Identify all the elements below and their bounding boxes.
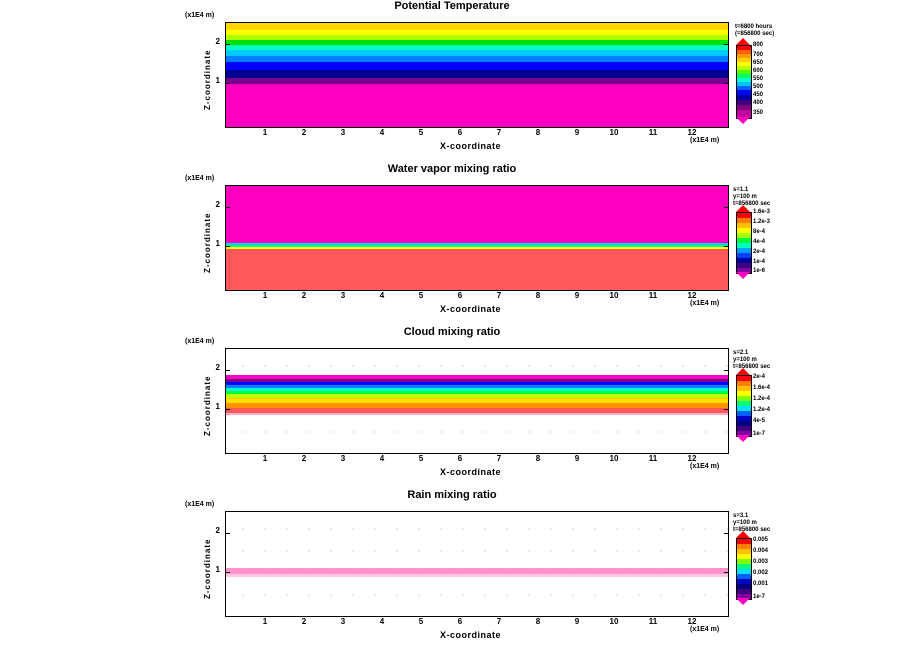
colorbar: [736, 538, 752, 600]
contour-fill: [226, 23, 728, 127]
contour-fill: [226, 186, 728, 290]
annotation: t=856800 sec: [733, 201, 771, 207]
colorbar-extend-bottom: [736, 598, 750, 605]
plot-area[interactable]: [225, 348, 729, 454]
x-axis-unit: (x1E4 m): [690, 137, 720, 144]
x-axis-label: X-coordinate: [440, 467, 502, 477]
x-axis-label: X-coordinate: [440, 141, 502, 151]
x-axis-unit: (x1E4 m): [690, 626, 720, 633]
x-axis-label: X-coordinate: [440, 304, 502, 314]
y-tick-label: 1: [215, 402, 220, 411]
y-axis-label: Z-coordinate: [203, 375, 212, 436]
y-tick-label: 2: [215, 526, 220, 535]
annotation: y=100 m: [733, 357, 757, 363]
y-axis-label: Z-coordinate: [203, 538, 212, 599]
annotation: t=856800 sec: [733, 364, 771, 370]
annotation: s=3.1: [733, 513, 749, 519]
y-axis-unit: (x1E4 m): [185, 12, 215, 19]
panel-title: Cloud mixing ratio: [403, 326, 501, 338]
annotation: y=100 m: [733, 520, 757, 526]
annotation: t=6800 hours: [735, 24, 773, 30]
plot-area[interactable]: [225, 185, 729, 291]
colorbar-extend-top: [736, 205, 750, 212]
colorbar-extend-top: [736, 368, 750, 375]
colorbar-extend-top: [736, 38, 750, 45]
contour-fill: [226, 349, 728, 453]
y-tick-label: 1: [215, 239, 220, 248]
panel-title: Water vapor mixing ratio: [387, 163, 517, 175]
x-axis-unit: (x1E4 m): [690, 463, 720, 470]
annotation: y=100 m: [733, 194, 757, 200]
colorbar-extend-bottom: [736, 117, 750, 124]
panel-cloud-mixing-ratio: Cloud mixing ratio (x1E4 m) Z-coordinate 1 2 1 2 3 4 5 6 7 8 9 10 11 12 (x1E4 m) X-coordinate s=2.1 y=100 m t=856800 sec 2e-4 1.6e-4 1.2e-4 1.2e-4 4e-5 1e-7: [0, 326, 904, 486]
annotation: s=1.1: [733, 187, 749, 193]
annotation: t=856800 sec: [733, 527, 771, 533]
colorbar-extend-top: [736, 531, 750, 538]
y-tick-label: 2: [215, 363, 220, 372]
y-tick-label: 1: [215, 76, 220, 85]
y-axis-unit: (x1E4 m): [185, 338, 215, 345]
y-axis-label: Z-coordinate: [203, 212, 212, 273]
x-axis-unit: (x1E4 m): [690, 300, 720, 307]
panel-water-vapor-mixing-ratio: Water vapor mixing ratio (x1E4 m) Z-coordinate 1 2 1 2 3 4 5 6 7 8 9 10 11 12 (x1E4 m) X-coordinate s=1.1 y=100 m t=856800 sec 1.6e-3 1.2e-3 8e-4 4e-4 2e-4 1e-4 1e-6: [0, 163, 904, 323]
colorbar-extend-bottom: [736, 435, 750, 442]
panel-rain-mixing-ratio: Rain mixing ratio (x1E4 m) Z-coordinate 1 2 1 2 3 4 5 6 7 8 9 10 11 12 (x1E4 m) X-coordinate s=3.1 y=100 m t=856800 sec 0.005 0.004 0.003 0.002 0.001 1e-7: [0, 489, 904, 654]
plot-area[interactable]: [225, 511, 729, 617]
y-axis-label: Z-coordinate: [203, 49, 212, 110]
annotation: s=2.1: [733, 350, 749, 356]
colorbar: [736, 45, 752, 119]
plot-area[interactable]: [225, 22, 729, 128]
colorbar-extend-bottom: [736, 272, 750, 279]
panel-title: Potential Temperature: [394, 0, 510, 12]
colorbar: [736, 375, 752, 437]
y-axis-unit: (x1E4 m): [185, 501, 215, 508]
panel-potential-temperature: Potential Temperature (x1E4 m) Z-coordinate 1 2 1 2 3 4 5 6 7 8 9 10 11 12 (x1E4 m) X-coordinate t=6800 hours (=856800 sec) 800 700 650 600 550 500 450 400 350: [0, 0, 904, 160]
panel-title: Rain mixing ratio: [407, 489, 497, 501]
colorbar: [736, 212, 752, 274]
y-tick-label: 1: [215, 565, 220, 574]
contour-fill: [226, 512, 728, 616]
y-tick-label: 2: [215, 200, 220, 209]
x-axis-label: X-coordinate: [440, 630, 502, 640]
y-axis-unit: (x1E4 m): [185, 175, 215, 182]
annotation: (=856800 sec): [735, 31, 775, 37]
y-tick-label: 2: [215, 37, 220, 46]
